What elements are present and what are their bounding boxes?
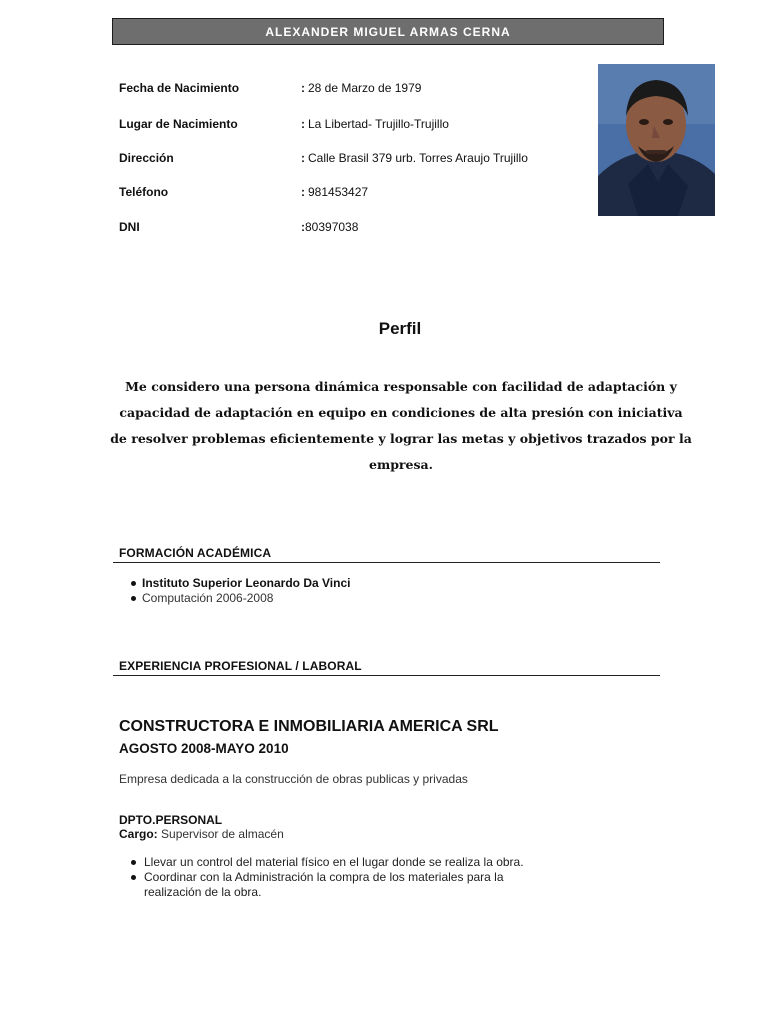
experience-section-title: EXPERIENCIA PROFESIONAL / LABORAL [119,659,362,673]
dni-label: DNI [119,220,140,234]
education-list [142,576,350,606]
job-title [119,827,284,841]
company-description: Empresa dedicada a la construcción de obras publicas y privadas [119,772,468,786]
phone-text: 981453427 [308,185,369,199]
list-item [144,870,554,900]
birthdate-label: Fecha de Nacimiento [119,81,240,95]
phone-value [301,185,368,199]
dni-text: 80397038 [305,220,359,234]
task-list [144,855,554,900]
separator: : [301,117,305,131]
task-text: Llevar un control del material físico en el lugar donde se realiza la obra. [144,855,524,869]
profile-section-title: Perfil [378,319,422,338]
job-title-label: Cargo: [119,827,158,841]
profile-photo [598,64,715,216]
list-item [144,855,554,870]
education-section-title: FORMACIÓN ACADÉMICA [119,546,272,560]
company-name: CONSTRUCTORA E INMOBILIARIA AMERICA SRL [119,718,499,735]
separator: : [301,220,305,234]
education-program: Computación 2006-2008 [142,591,274,605]
birthdate-text: 28 de Marzo de 1979 [308,81,422,95]
birthplace-text: La Libertad- Trujillo-Trujillo [308,117,449,131]
profile-summary: Me considero una persona dinámica responsable con facilidad de adaptación y capacidad de adaptación en equipo en condiciones de alta presión con iniciativa de resolver problemas eficientemente y lograr las metas y objetivos trazados por la empresa. [110,379,692,472]
name-header [112,18,664,45]
separator: : [301,185,305,199]
list-item [142,576,350,591]
person-portrait-icon [598,64,715,216]
bullet-icon [131,860,136,865]
address-value [301,151,528,165]
birthplace-label: Lugar de Nacimiento [119,117,238,131]
full-name: ALEXANDER MIGUEL ARMAS CERNA [265,24,511,39]
bullet-icon [131,875,136,880]
address-text: Calle Brasil 379 urb. Torres Araujo Trujillo [308,151,528,165]
employment-period: AGOSTO 2008-MAYO 2010 [119,741,289,756]
separator: : [301,151,305,165]
education-institution: Instituto Superior Leonardo Da Vinci [142,576,351,590]
birthplace-value [301,117,449,131]
job-title-value: Supervisor de almacén [161,827,284,841]
address-label: Dirección [119,151,174,165]
separator: : [301,81,305,95]
section-divider [113,675,660,676]
bullet-icon [131,581,136,586]
task-text: Coordinar con la Administración la compra de los materiales para la realización de la obra. [144,870,504,899]
dni-value [301,220,358,234]
department-name: DPTO.PERSONAL [119,813,223,827]
section-divider [113,562,660,563]
phone-label: Teléfono [119,185,169,199]
bullet-icon [131,596,136,601]
birthdate-value [301,81,421,95]
list-item [142,591,350,606]
